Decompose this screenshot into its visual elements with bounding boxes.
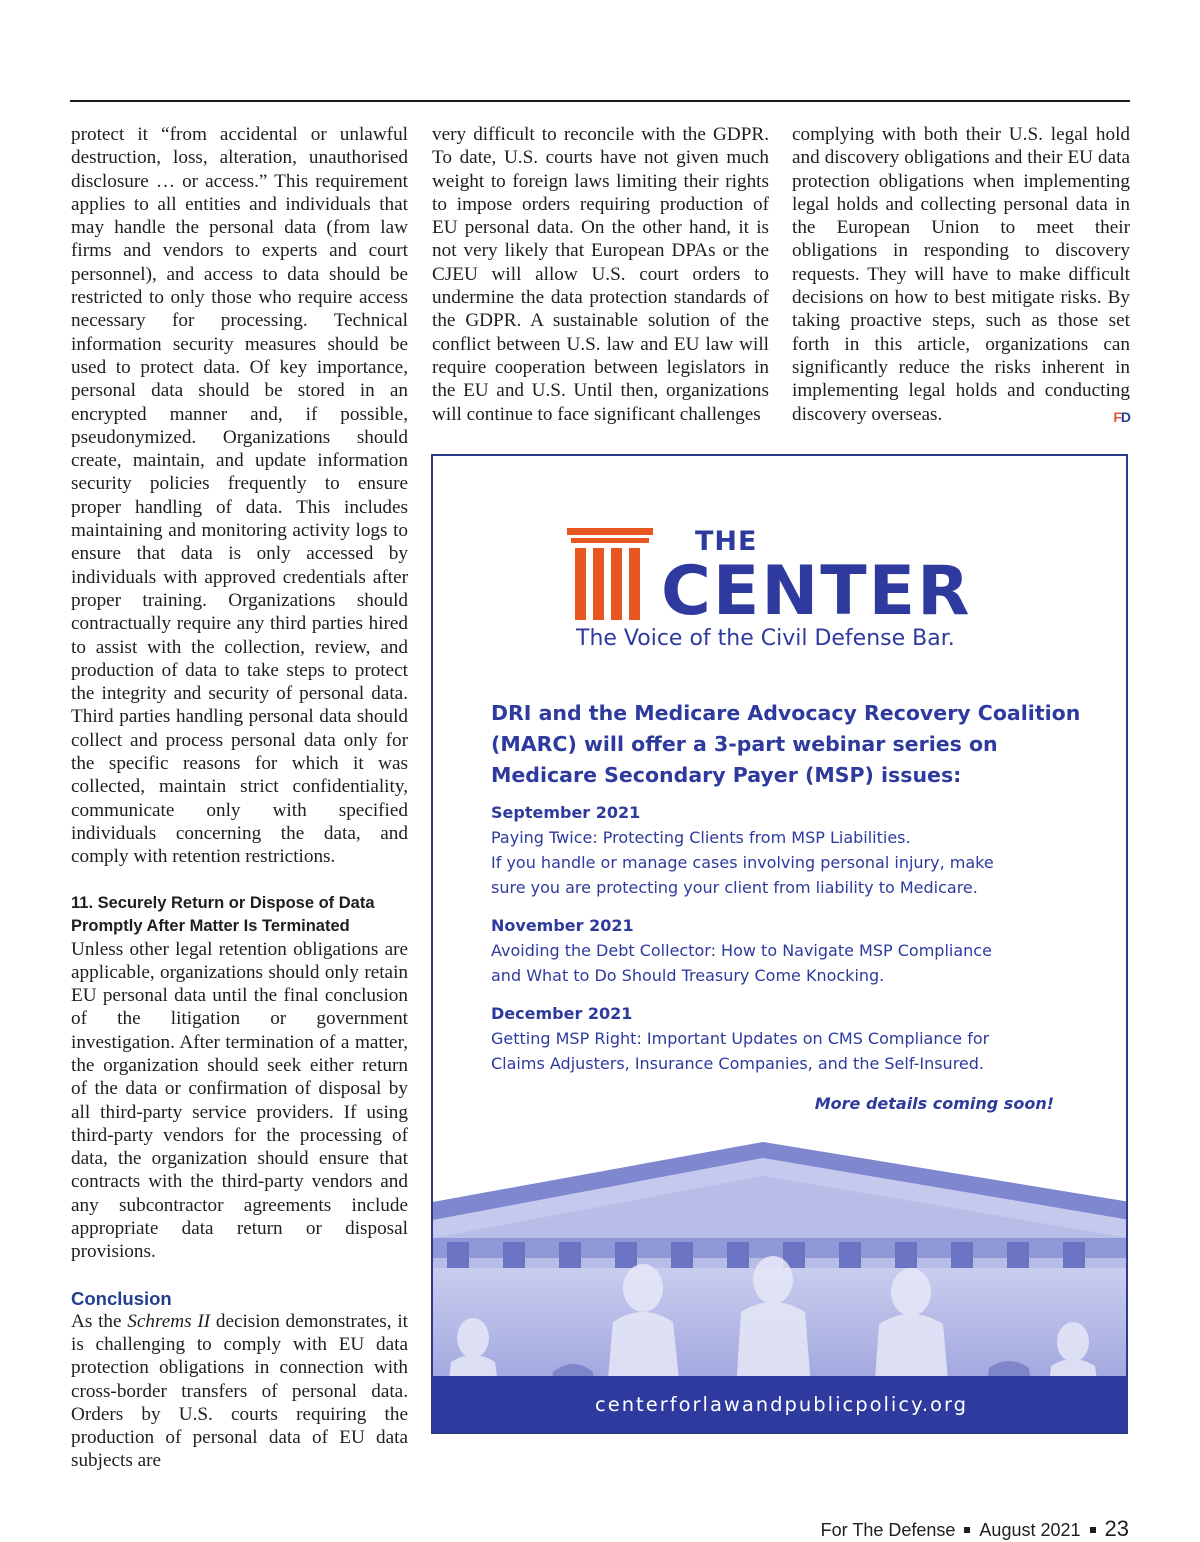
text-run: As the (71, 1310, 128, 1332)
webinar-description: sure you are protecting your client from liability to Medicare. (491, 878, 978, 897)
body-paragraph: Unless other legal retention obligations are applicable, organizations should only retain EU personal data until the final conclusion of the litigation or government investigation. After termination of a matter, the organization should seek either return of the data or confirmation of disposal by all third-party service providers. If using third-party vendors for the processing of data, the organization should ensure that contracts with the third-party vendors and any subcontractor agreements include appropriate data return or disposal provisions. (71, 938, 408, 1263)
text-run: decision demonstrates, it is challenging to comply with EU data protection obligations in connection with cross-border transfers of personal data. Orders by U.S. courts requiring the production of personal data of EU data subjects are (71, 1310, 408, 1472)
section-heading: 11. Securely Return or Dispose of Data Promptly After Matter Is Terminated (71, 893, 375, 935)
webinar-item (491, 914, 1091, 988)
article-column-1 (71, 123, 408, 1473)
webinar-list (491, 801, 1091, 1090)
separator-square-icon (964, 1527, 970, 1533)
advertisement (431, 454, 1128, 1434)
case-name: Schrems II (127, 1310, 211, 1332)
body-paragraph (792, 123, 1130, 426)
separator-square-icon (1090, 1527, 1096, 1533)
publication-name: For The Defense (820, 1520, 956, 1540)
conclusion-heading: Conclusion (71, 1287, 172, 1309)
article-column-3 (792, 123, 1130, 429)
webinar-item (491, 1002, 1091, 1076)
webinar-item (491, 801, 1091, 900)
article-column-2 (432, 123, 769, 426)
end-of-article-mark (1113, 406, 1130, 429)
ad-headline: DRI and the Medicare Advocacy Recovery Coalition (MARC) will offer a 3-part webinar series on Medicare Secondary Payer (MSP) issues: (491, 701, 1081, 787)
logo-tagline: The Voice of the Civil Defense Bar. (576, 626, 955, 651)
webinar-month: September 2021 (491, 803, 641, 822)
pillar-logo-icon (567, 528, 653, 620)
issue-date: August 2021 (979, 1520, 1081, 1540)
body-paragraph: very difficult to reconcile with the GDPR. To date, U.S. courts have not given much weight to foreign laws limiting their rights to impose orders requiring production of EU personal data. On the other hand, it is not very likely that European DPAs or the CJEU will allow U.S. court orders to undermine the data protection standards of the GDPR. A sustainable solution of the conflict between U.S. law and EU law will require cooperation between legislators in the EU and U.S. Until then, organizations will continue to face significant challenges (432, 124, 769, 425)
webinar-title: Avoiding the Debt Collector: How to Navigate MSP Compliance (491, 941, 992, 960)
webinar-month: December 2021 (491, 1004, 633, 1023)
end-mark-d: D (1120, 408, 1130, 425)
more-details-note: More details coming soon! (814, 1094, 1054, 1113)
webinar-title: Getting MSP Right: Important Updates on CMS Compliance for (491, 1029, 990, 1048)
body-paragraph: protect it “from accidental or unlawful destruction, loss, alteration, unauthorised disclosure … or access.” This requirement applies to all entities and individuals that may handle the personal data (from law firms and vendors to experts and court personnel), and access to data should be restricted to only those who require access necessary for processing. Technical information security measures should be used to protect data. Of key importance, personal data should be stored in an encrypted manner and, if possible, pseudonymized. Organizations should create, maintain, and update information security policies frequently to ensure proper handling of data. This includes maintaining and monitoring activity logs to ensure that data is only accessed by individuals with approved credentials after proper training. Organizations should contractually require any third parties hired to assist with the collection, review, and production of data to take steps to protect the integrity and security of personal data. Third parties handling personal data should collect and process personal data only for the specific reasons for which it was collected, maintain strict confidentiality, communicate only with specified individuals concerning the data, and comply with retention restrictions. (71, 124, 408, 868)
webinar-month: November 2021 (491, 916, 634, 935)
webinar-title: Claims Adjusters, Insurance Companies, and the Self-Insured. (491, 1054, 985, 1073)
logo-center: CENTER (661, 552, 972, 631)
webinar-title: Paying Twice: Protecting Clients from MSP Liabilities. (491, 828, 911, 847)
end-mark-f: F (1113, 408, 1121, 425)
page-number: 23 (1104, 1516, 1129, 1541)
top-rule (70, 100, 1130, 102)
website-link[interactable]: centerforlawandpublicpolicy.org (594, 1393, 969, 1416)
text-run: complying with both their U.S. legal hold and discovery obligations and their EU data protection obligations when implementing legal holds and collecting personal data in the European Union to meet their obligations in responding to discovery requests. They will have to make difficult decisions on how to best mitigate risks. By taking proactive steps, such as those set forth in this article, organizations can significantly reduce the risks inherent in implementing legal holds and conducting discovery overseas. (792, 124, 1130, 425)
logo-the: THE (695, 526, 758, 557)
body-paragraph (71, 1310, 408, 1473)
page-footer (821, 1516, 1129, 1542)
webinar-title: and What to Do Should Treasury Come Knocking. (491, 966, 885, 985)
webinar-description: If you handle or manage cases involving personal injury, make (491, 853, 994, 872)
